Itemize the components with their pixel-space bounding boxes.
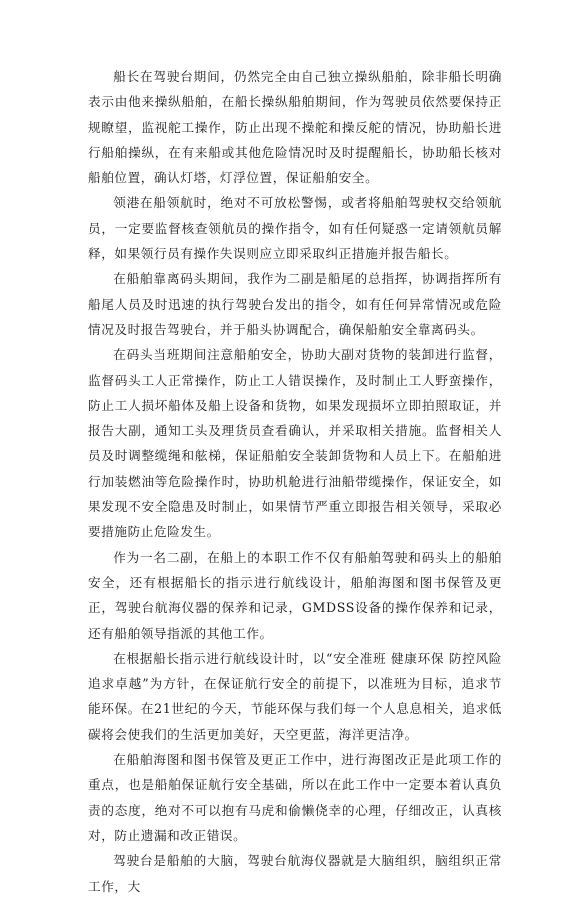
- paragraph-bridge-instruments: 驾驶台是船舶的大脑，驾驶台航海仪器就是大脑组织，脑组织正常工作，大: [88, 853, 502, 894]
- paragraph-port-watch: 在码头当班期间注意船舶安全，协助大副对货物的装卸进行监督，监督码头工人正常操作，防止工人错误操作，及时制止工人野蛮操作，防止工人损坏船体及船上设备和货物，如果发现损坏立即拍照取证，并报告大副，通知工头及理货员查看确认，并采取相关措施。监督相关人员及时调整缆绳和舷梯，保证船舶安全装卸货物和人员上下。在船舶进行加装燃油等危险操作时，协助机舱进行油船带缆操作，保证安全，如果发现不安全隐患及时制止，如果情节严重立即报告相关领导，采取必要措施防止危险发生。: [88, 347, 502, 540]
- paragraph-passage-planning: 在根据船长指示进行航线设计时，以“安全准班 健康环保 防控风险 追求卓越”为方针，在保证航行安全的前提下，以准班为目标，追求节能环保。在21世纪的今天，节能环保与我们每一个人息息相关，追求低碳将会使我们的生活更加美好，天空更蓝，海洋更洁净。: [88, 650, 502, 742]
- paragraph-berthing: 在船舶靠离码头期间，我作为二副是船尾的总指挥，协调指挥所有船尾人员及时迅速的执行驾驶台发出的指令，如有任何异常情况或危险情况及时报告驾驶台，并于船头协调配合，确保船舶安全靠离码头。: [88, 271, 502, 337]
- paragraph-pilotage: 领港在船领航时，绝对不可放松警惕，或者将船舶驾驶权交给领航员，一定要监督核查领航员的操作指令，如有任何疑惑一定请领航员解释，如果领行员有操作失误则应立即采取纠正措施并报告船长。: [88, 195, 502, 262]
- document-page: [88, 64, 502, 899]
- paragraph-second-officer-duties: 作为一名二副，在船上的本职工作不仅有船舶驾驶和码头上的船舶安全，还有根据船长的指示进行航线设计，船舶海图和图书保管及更正，驾驶台航海仪器的保养和记录，GMDSS设备的操作保养和记录，还有船舶领导指派的其他工作。: [88, 549, 502, 641]
- paragraph-captain-on-bridge: 船长在驾驶台期间，仍然完全由自己独立操纵船舶，除非船长明确表示由他来操纵船舶，在船长操纵船舶期间，作为驾驶员依然要保持正规瞭望，监视舵工操作，防止出现不操舵和操反舵的情况，协助船长进行船舶操纵，在有来船或其他危险情况时及时提醒船长，协助船长核对船舶位置，确认灯塔，灯浮位置，保证船舶安全。: [88, 69, 502, 186]
- paragraph-chart-correction: 在船舶海图和图书保管及更正工作中，进行海图改正是此项工作的重点，也是船舶保证航行安全基础，所以在此工作中一定要本着认真负责的态度，绝对不可以抱有马虎和偷懒侥幸的心理，仔细改正，认真核对，防止遗漏和改正错误。: [88, 752, 502, 843]
